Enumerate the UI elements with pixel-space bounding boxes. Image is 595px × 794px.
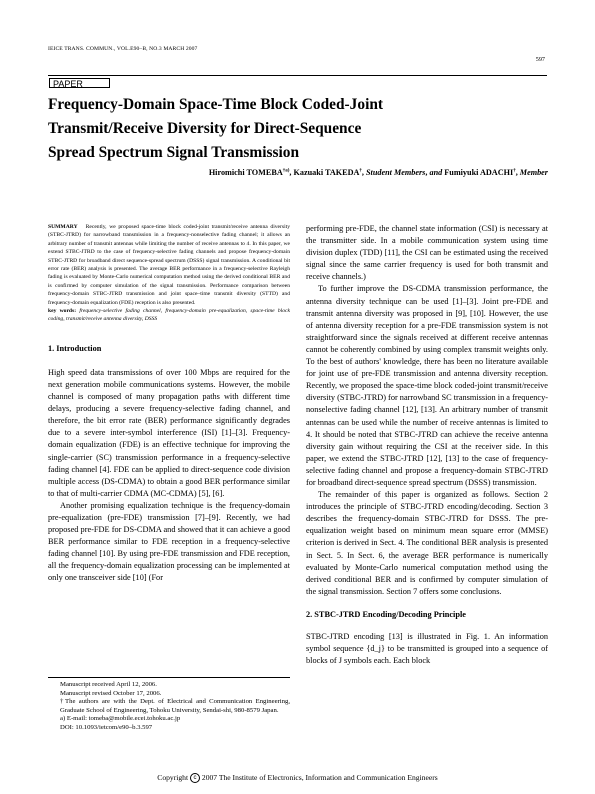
student-members-note: Student Members — [366, 168, 426, 177]
section-2-heading: 2. STBC-JTRD Encoding/Decoding Principle — [306, 609, 466, 619]
intro-paragraph-4: The remainder of this paper is organized as follows. Section 2 introduces the principle of STBC-JTRD encoding/decoding. Section 3 describes the frequency-domain STBC-JTRD for DSSS. The pre-equalization weight based on minimum mean square error (MMSE) criterion is derived in Sect. 4. The conditional BER analysis is presented in Sect. 5. In Sect. 6, the average BER performance is numerically evaluated by Monte-Carlo numerical computation method using the derived conditional BER and is confirmed by computer simulation of the signal transmission. Section 7 offers some conclusions. — [306, 490, 548, 596]
journal-header: IEICE TRANS. COMMUN., VOL.E90–B, NO.3 MARCH 2007 — [48, 46, 198, 52]
paper-title — [48, 93, 548, 165]
received-date: Manuscript received April 12, 2006. — [60, 681, 157, 688]
intro-paragraph-2-continued: performing pre-FDE, the channel state information (CSI) is necessary at the transmitter side. In a mobile communication system using time division duplex (TDD) [11], the CSI can be estimated using the received signal since the same carrier frequency is used for both transmit and receive channels.) — [306, 224, 548, 282]
abstract-label: SUMMARY — [48, 224, 78, 230]
author-and: and — [429, 168, 443, 177]
header-rule — [48, 75, 547, 76]
copyright-prefix: Copyright — [157, 773, 189, 782]
footnotes — [48, 677, 290, 733]
revised-date: Manuscript revised October 17, 2006. — [60, 689, 162, 697]
title-line-1: Frequency-Domain Space-Time Block Coded-Joint — [48, 96, 384, 113]
author-3-mark: † — [513, 168, 516, 174]
right-column — [306, 223, 548, 667]
abstract-text: Recently, we proposed space-time block coded-joint transmit/receive antenna diversity (STBC-JTRD) for narrowband transmission in a frequency-nonselective fading channel; it allows an arbitrary number of transmit antennas while limiting the number of receive antennas to 4. In this paper, we extend STBC-JTRD to the case of frequency-selective fading channels and propose frequency-domain STBC-JTRD for broadband direct sequence-spread spectrum (DSSS) signal transmission. A conditional bit error rate (BER) analysis is presented. The average BER performance in a frequency-selective Rayleigh fading is evaluated by Monte-Carlo numerical computation method using the derived conditional BER and is confirmed by computer simulation of the signal transmission. Performance comparison between frequency-domain STBC-JTRD transmission and joint space–time transmit diversity (STTD) and frequency-domain equalization (FDE) reception is also presented. — [48, 224, 290, 306]
title-line-2: Transmit/Receive Diversity for Direct-Sequence — [48, 120, 362, 137]
email: a) E-mail: tomeba@mobile.ecei.tohoku.ac.jp — [60, 715, 181, 723]
page-number: 597 — [535, 56, 545, 63]
author-1-mark: †a) — [282, 168, 290, 174]
keywords-text: frequency-selective fading channel, frequency-domain pre-equalization, space-time block coding, transmit/receive antenna diversity, DSSS — [48, 308, 290, 323]
author-2-mark: † — [359, 168, 362, 174]
left-column — [48, 223, 290, 585]
abstract — [48, 223, 290, 307]
copyright-text: 2007 The Institute of Electronics, Information and Communication Engineers — [201, 773, 438, 782]
intro-paragraph-3: To further improve the DS-CDMA transmission performance, the antenna diversity technique can be used [1]–[3]. Joint pre-FDE and transmit antenna diversity was proposed in [9], [10]. However, the use of antenna diversity reception for a pre-FDE transmission system is not straightforward since the signals received at different receive antennas cannot be coherently combined by using complex transmit weights only. To the best of authors' knowledge, there has been no literature available for joint use of pre-FDE transmission and antenna diversity reception. Recently, we proposed the space-time block coded-joint transmit/receive diversity (STBC-JTRD) for narrowband SC transmission in a frequency-nonselective fading channel [12], [13]. An arbitrary number of transmit antennas can be used while the number of receive antennas is limited to 4. It should be noted that STBC-JTRD can achieve the receive antenna diversity gain without requiring the CSI at the receiver side. In this paper, we extend the STBC-JTRD [12], [13] to the case of frequency-selective fading channel and propose a frequency-domain STBC-JTRD for broadband direct-sequence spread spectrum (DSSS) transmission. — [306, 284, 548, 487]
author-list: Hiromichi TOMEBA$^{\dagger a)}$, Kazuaki TAKEDA†, Student Members, and Fumiyuki ADACHI†, Member — [208, 168, 548, 177]
member-note: Member — [519, 168, 548, 177]
author-1: Hiromichi TOMEBA — [208, 168, 283, 177]
author-2: Kazuaki TAKEDA — [293, 168, 360, 177]
keywords-label: key words: — [48, 308, 77, 315]
keywords — [48, 307, 290, 324]
affiliation: †The authors are with the Dept. of Electrical and Communication Engineering, Graduate School of Engineering, Tohoku University, Sendai-shi, 980-8579 Japan. — [60, 698, 290, 714]
section-1-heading: 1. Introduction — [48, 343, 102, 353]
doi: DOI: 10.1093/ietcom/e90–b.3.597 — [60, 723, 153, 731]
copyright-icon: c — [190, 773, 200, 783]
section-2-paragraph-1: STBC-JTRD encoding [13] is illustrated in Fig. 1. An information symbol sequence {d_j} to be transmitted is grouped into a sequence of blocks of J symbols each. Each block — [306, 631, 548, 666]
author-3: Fumiyuki ADACHI — [444, 168, 514, 177]
paper-label: PAPER — [49, 78, 110, 88]
intro-paragraph-2: Another promising equalization technique is the frequency-domain pre-equalization (pre-FDE) transmission [7]–[9]. Recently, we had proposed pre-FDE for DS-CDMA and showed that it can achieve a good BER performance similar to FDE reception in a frequency-selective fading channel [10]. By using pre-FDE transmission and FDE reception, all the frequency-domain equalization processing can be implemented at only one transceiver side [10] (For — [48, 500, 290, 583]
title-line-3: Spread Spectrum Signal Transmission — [48, 144, 300, 161]
intro-paragraph-1: High speed data transmissions of over 100 Mbps are required for the next generation mobile communications systems. However, the mobile channel is composed of many propagation paths with different time delays, producing a severe frequency-selective fading channel, and therefore, the bit error rate (BER) performance significantly degrades due to a severe inter-symbol interference (ISI) [1]–[3]. Frequency-domain equalization (FDE) is an effective technique for improving the single-carrier (SC) transmission performance in a frequency-selective fading channel [4]. FDE can be applied to direct-sequence code division multiple access (DS-CDMA) to obtain a good BER performance similar to that of multi-carrier CDMA (MC-CDMA) [5], [6]. — [48, 367, 290, 498]
copyright-footer — [0, 773, 595, 783]
